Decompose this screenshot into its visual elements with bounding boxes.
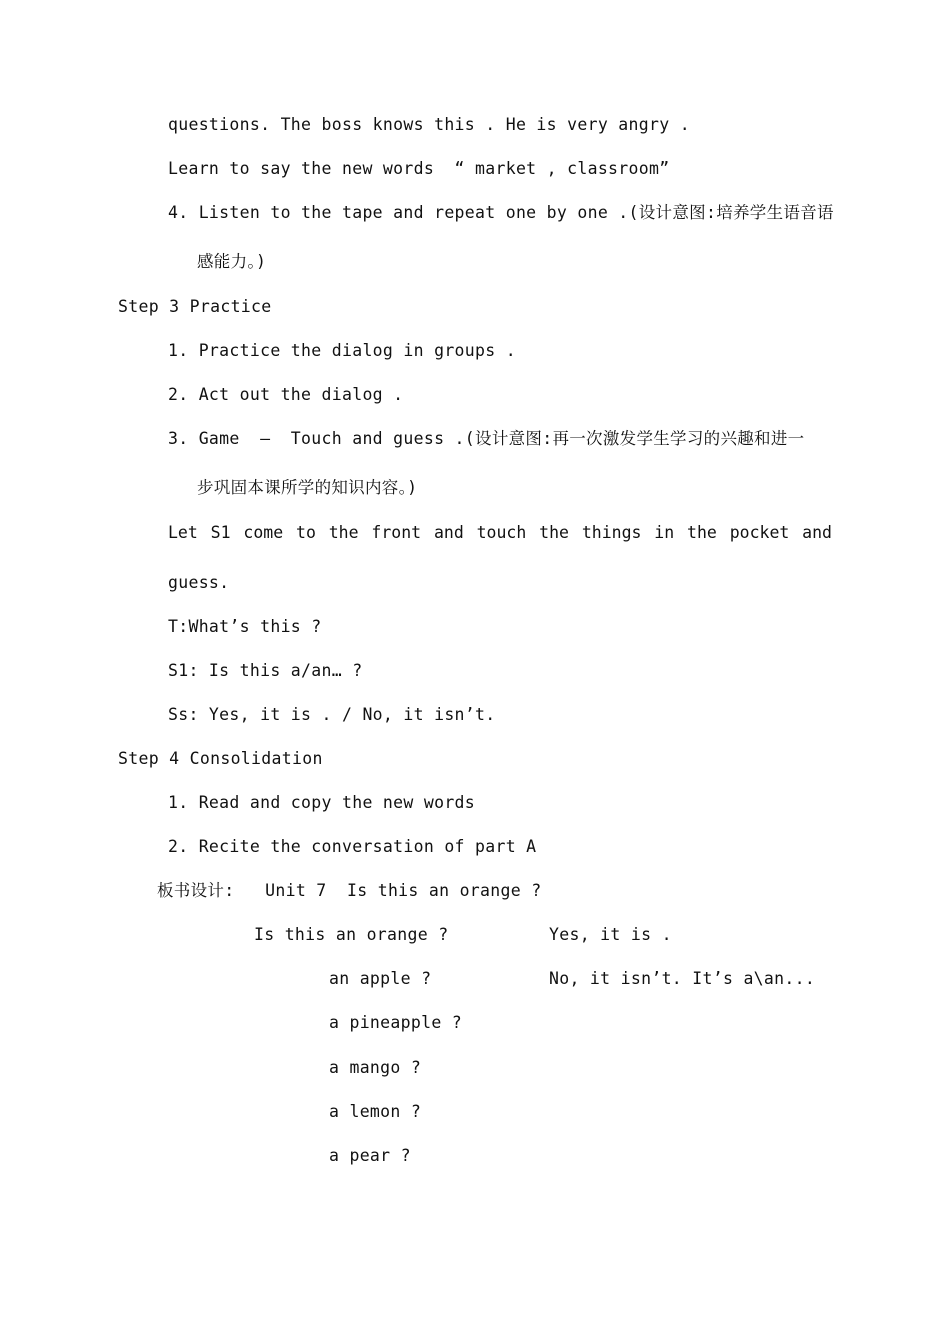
board-left-item: a pear ?	[329, 1146, 411, 1165]
word: the	[539, 523, 569, 542]
list-item: 2. Recite the conversation of part A	[168, 837, 537, 856]
dialog-line: S1: Is this a/an… ?	[168, 661, 363, 680]
section-heading: Step 4 Consolidation	[118, 749, 323, 768]
list-item: 3. Game — Touch and guess .(设计意图:再一次激发学生学习的兴趣和进一	[168, 429, 805, 448]
word: and	[433, 523, 464, 542]
word: touch	[476, 523, 527, 542]
word: to	[296, 523, 316, 542]
board-left-item: a pineapple ?	[329, 1013, 463, 1032]
word: the	[328, 523, 359, 542]
word: S1	[210, 523, 231, 542]
paragraph-line	[168, 522, 832, 544]
list-item: 1. Practice the dialog in groups .	[168, 341, 516, 360]
word: come	[243, 523, 284, 542]
word: pocket	[729, 523, 790, 542]
board-left-item: a lemon ?	[329, 1102, 422, 1121]
word: front	[371, 523, 422, 542]
board-design-heading: 板书设计: Unit 7 Is this an orange ?	[157, 881, 542, 900]
word: things	[581, 523, 642, 542]
word: the	[687, 523, 717, 542]
list-item-continuation: 步巩固本课所学的知识内容。)	[197, 478, 418, 497]
board-left-item: an apple ?	[329, 969, 432, 988]
word: and	[802, 523, 832, 542]
paragraph-line: Learn to say the new words “ market , classroom”	[168, 159, 670, 178]
list-item: 1. Read and copy the new words	[168, 793, 476, 812]
board-right-item: Yes, it is .	[549, 925, 672, 944]
board-right-item: No, it isn’t. It’s a\an...	[549, 969, 816, 988]
board-left-item: a mango ?	[329, 1058, 422, 1077]
board-left-item: Is this an orange ?	[254, 925, 449, 944]
list-item: 2. Act out the dialog .	[168, 385, 404, 404]
section-heading: Step 3 Practice	[118, 297, 272, 316]
list-item-continuation: 感能力。)	[197, 252, 267, 271]
paragraph-line: guess.	[168, 573, 230, 592]
word: Let	[168, 523, 198, 542]
word: in	[654, 523, 675, 542]
list-item: 4. Listen to the tape and repeat one by one .(设计意图:培养学生语音语	[168, 203, 834, 222]
dialog-line: T:What’s this ?	[168, 617, 322, 636]
dialog-line: Ss: Yes, it is . / No, it isn’t.	[168, 705, 496, 724]
paragraph-line: questions. The boss knows this . He is very angry .	[168, 115, 690, 134]
